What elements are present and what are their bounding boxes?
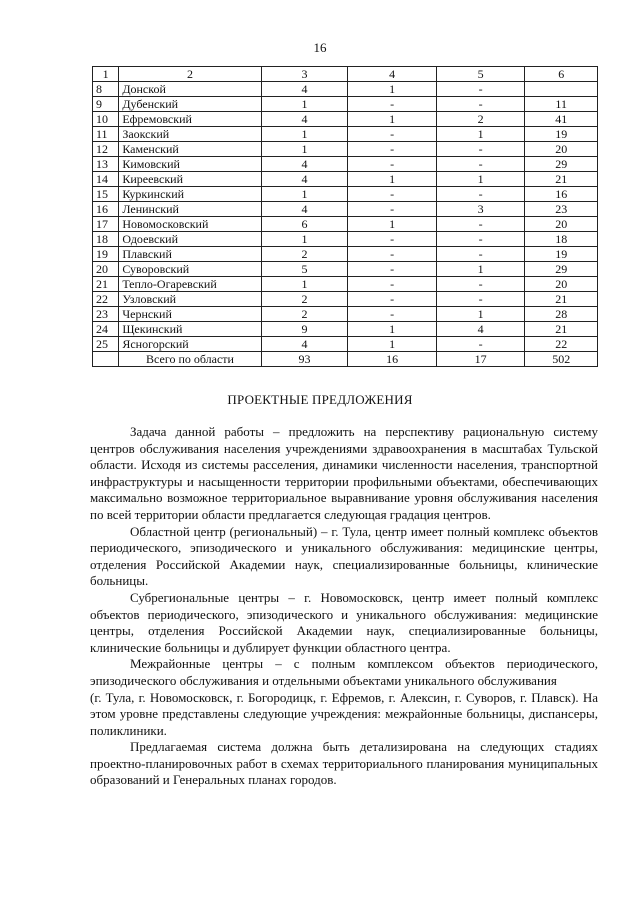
value-cell: 4 xyxy=(261,112,348,127)
value-cell: 1 xyxy=(348,82,437,97)
paragraph: Областной центр (региональный) – г. Тула, центр имеет полный комплекс объектов периодического, эпизодического и уникального обслуживания: медицинские центры, отделения Российской Академии наук, специализированные больницы, клинические больницы. xyxy=(90,523,598,589)
value-cell: - xyxy=(436,157,525,172)
table-header-row xyxy=(93,67,598,82)
total-cell: 93 xyxy=(261,352,348,367)
value-cell: 21 xyxy=(525,292,598,307)
row-number-cell: 11 xyxy=(93,127,119,142)
value-cell: 20 xyxy=(525,217,598,232)
value-cell: 11 xyxy=(525,97,598,112)
district-name-cell: Киреевский xyxy=(119,172,261,187)
row-number-cell: 17 xyxy=(93,217,119,232)
paragraph: Предлагаемая система должна быть детализирована на следующих стадиях проектно-планировочных работ в схемах территориального планирования муниципальных образований и Генеральных планах городов. xyxy=(90,739,598,788)
table-row xyxy=(93,217,598,232)
value-cell: - xyxy=(436,97,525,112)
value-cell: 1 xyxy=(348,112,437,127)
row-number-cell: 19 xyxy=(93,247,119,262)
value-cell: - xyxy=(348,247,437,262)
district-name-cell: Суворовский xyxy=(119,262,261,277)
value-cell: 2 xyxy=(261,307,348,322)
total-label: Всего по области xyxy=(119,352,261,367)
table-row xyxy=(93,322,598,337)
page-number: 16 xyxy=(313,40,327,55)
district-name-cell: Щекинский xyxy=(119,322,261,337)
value-cell: 19 xyxy=(525,127,598,142)
value-cell xyxy=(525,82,598,97)
row-number-cell: 21 xyxy=(93,277,119,292)
district-name-cell: Одоевский xyxy=(119,232,261,247)
value-cell: 4 xyxy=(261,337,348,352)
table-body xyxy=(93,82,598,352)
value-cell: 1 xyxy=(261,127,348,142)
column-header: 5 xyxy=(436,67,525,82)
row-number-cell: 13 xyxy=(93,157,119,172)
value-cell: - xyxy=(348,277,437,292)
district-name-cell: Новомосковский xyxy=(119,217,261,232)
table-total-row xyxy=(93,352,598,367)
total-cell xyxy=(93,352,119,367)
value-cell: 3 xyxy=(436,202,525,217)
value-cell: - xyxy=(436,187,525,202)
district-name-cell: Чернский xyxy=(119,307,261,322)
value-cell: 23 xyxy=(525,202,598,217)
column-header: 3 xyxy=(261,67,348,82)
column-header: 2 xyxy=(119,67,261,82)
district-name-cell: Ленинский xyxy=(119,202,261,217)
district-name-cell: Узловский xyxy=(119,292,261,307)
value-cell: - xyxy=(436,277,525,292)
value-cell: - xyxy=(348,157,437,172)
value-cell: 1 xyxy=(436,127,525,142)
table-row xyxy=(93,127,598,142)
paragraph: Субрегиональные центры – г. Новомосковск, центр имеет полный комплекс объектов периодического, эпизодического и уникального обслуживания: медицинские центры, отделения Российской Академии наук, специализированные больницы, клинические больницы и дублирует функции областного центра. xyxy=(90,589,598,655)
value-cell: - xyxy=(348,97,437,112)
table-row xyxy=(93,82,598,97)
district-name-cell: Донской xyxy=(119,82,261,97)
value-cell: 4 xyxy=(261,82,348,97)
table-row xyxy=(93,202,598,217)
value-cell: - xyxy=(348,292,437,307)
row-number-cell: 18 xyxy=(93,232,119,247)
row-number-cell: 12 xyxy=(93,142,119,157)
table-row xyxy=(93,157,598,172)
table-row xyxy=(93,337,598,352)
body-text xyxy=(90,424,598,789)
table-row xyxy=(93,277,598,292)
row-number-cell: 22 xyxy=(93,292,119,307)
value-cell: 19 xyxy=(525,247,598,262)
district-name-cell: Дубенский xyxy=(119,97,261,112)
value-cell: 6 xyxy=(261,217,348,232)
value-cell: - xyxy=(348,142,437,157)
value-cell: 21 xyxy=(525,322,598,337)
value-cell: 4 xyxy=(261,157,348,172)
value-cell: 28 xyxy=(525,307,598,322)
district-name-cell: Ясногорский xyxy=(119,337,261,352)
total-cell: 502 xyxy=(525,352,598,367)
table-row xyxy=(93,247,598,262)
table-row xyxy=(93,142,598,157)
value-cell: 18 xyxy=(525,232,598,247)
value-cell: - xyxy=(436,82,525,97)
table-row xyxy=(93,187,598,202)
value-cell: 20 xyxy=(525,142,598,157)
table-row xyxy=(93,292,598,307)
table-row xyxy=(93,307,598,322)
row-number-cell: 24 xyxy=(93,322,119,337)
value-cell: 1 xyxy=(348,337,437,352)
value-cell: 20 xyxy=(525,277,598,292)
value-cell: - xyxy=(436,232,525,247)
value-cell: 1 xyxy=(261,187,348,202)
value-cell: 29 xyxy=(525,262,598,277)
value-cell: - xyxy=(348,187,437,202)
value-cell: 16 xyxy=(525,187,598,202)
row-number-cell: 25 xyxy=(93,337,119,352)
row-number-cell: 10 xyxy=(93,112,119,127)
district-statistics-table xyxy=(92,66,598,367)
column-header: 6 xyxy=(525,67,598,82)
row-number-cell: 23 xyxy=(93,307,119,322)
table-row xyxy=(93,232,598,247)
district-name-cell: Кимовский xyxy=(119,157,261,172)
value-cell: 1 xyxy=(348,217,437,232)
row-number-cell: 16 xyxy=(93,202,119,217)
row-number-cell: 15 xyxy=(93,187,119,202)
value-cell: - xyxy=(436,247,525,262)
value-cell: - xyxy=(348,232,437,247)
value-cell: 2 xyxy=(261,292,348,307)
value-cell: 1 xyxy=(436,262,525,277)
value-cell: 22 xyxy=(525,337,598,352)
value-cell: 29 xyxy=(525,157,598,172)
value-cell: 41 xyxy=(525,112,598,127)
column-header: 4 xyxy=(348,67,437,82)
value-cell: - xyxy=(348,202,437,217)
value-cell: 4 xyxy=(261,172,348,187)
value-cell: 4 xyxy=(261,202,348,217)
value-cell: - xyxy=(436,217,525,232)
value-cell: 2 xyxy=(436,112,525,127)
value-cell: 1 xyxy=(261,142,348,157)
value-cell: 1 xyxy=(261,232,348,247)
paragraph: Задача данной работы – предложить на перспективу рациональную систему центров обслуживания населения учреждениями здравоохранения в масштабах Тульской области. Исходя из системы расселения, динамики численности населения, транспортной инфраструктуры и насыщенности территории профильными объектами, обеспечивающих максимально возможное территориальное выравнивание уровня обслуживания населения по всей территории области предлагается следующая градация центров. xyxy=(90,424,598,522)
value-cell: - xyxy=(348,262,437,277)
value-cell: - xyxy=(348,307,437,322)
column-header: 1 xyxy=(93,67,119,82)
district-name-cell: Ефремовский xyxy=(119,112,261,127)
section-title: ПРОЕКТНЫЕ ПРЕДЛОЖЕНИЯ xyxy=(227,392,413,407)
row-number-cell: 8 xyxy=(93,82,119,97)
value-cell: 9 xyxy=(261,322,348,337)
district-name-cell: Каменский xyxy=(119,142,261,157)
value-cell: 1 xyxy=(261,97,348,112)
value-cell: 1 xyxy=(348,322,437,337)
value-cell: - xyxy=(436,142,525,157)
row-number-cell: 9 xyxy=(93,97,119,112)
table-row xyxy=(93,262,598,277)
value-cell: 21 xyxy=(525,172,598,187)
district-name-cell: Заокский xyxy=(119,127,261,142)
district-name-cell: Тепло-Огаревский xyxy=(119,277,261,292)
row-number-cell: 20 xyxy=(93,262,119,277)
value-cell: 2 xyxy=(261,247,348,262)
value-cell: - xyxy=(436,337,525,352)
value-cell: 1 xyxy=(348,172,437,187)
value-cell: 1 xyxy=(261,277,348,292)
paragraph: (г. Тула, г. Новомосковск, г. Богородицк, г. Ефремов, г. Алексин, г. Суворов, г. Плавск). На этом уровне представлены следующие учреждения: межрайонные больницы, диспансеры, поликлиники. xyxy=(90,689,598,738)
total-cell: 16 xyxy=(348,352,437,367)
table-row xyxy=(93,172,598,187)
paragraph: Межрайонные центры – с полным комплексом объектов периодического, эпизодического обслуживания и отдельными объектами уникального обслуживания xyxy=(90,656,598,688)
table-row xyxy=(93,97,598,112)
total-cell: 17 xyxy=(436,352,525,367)
value-cell: 4 xyxy=(436,322,525,337)
value-cell: 1 xyxy=(436,307,525,322)
value-cell: - xyxy=(348,127,437,142)
row-number-cell: 14 xyxy=(93,172,119,187)
table-row xyxy=(93,112,598,127)
district-name-cell: Плавский xyxy=(119,247,261,262)
district-name-cell: Куркинский xyxy=(119,187,261,202)
value-cell: - xyxy=(436,292,525,307)
value-cell: 5 xyxy=(261,262,348,277)
value-cell: 1 xyxy=(436,172,525,187)
